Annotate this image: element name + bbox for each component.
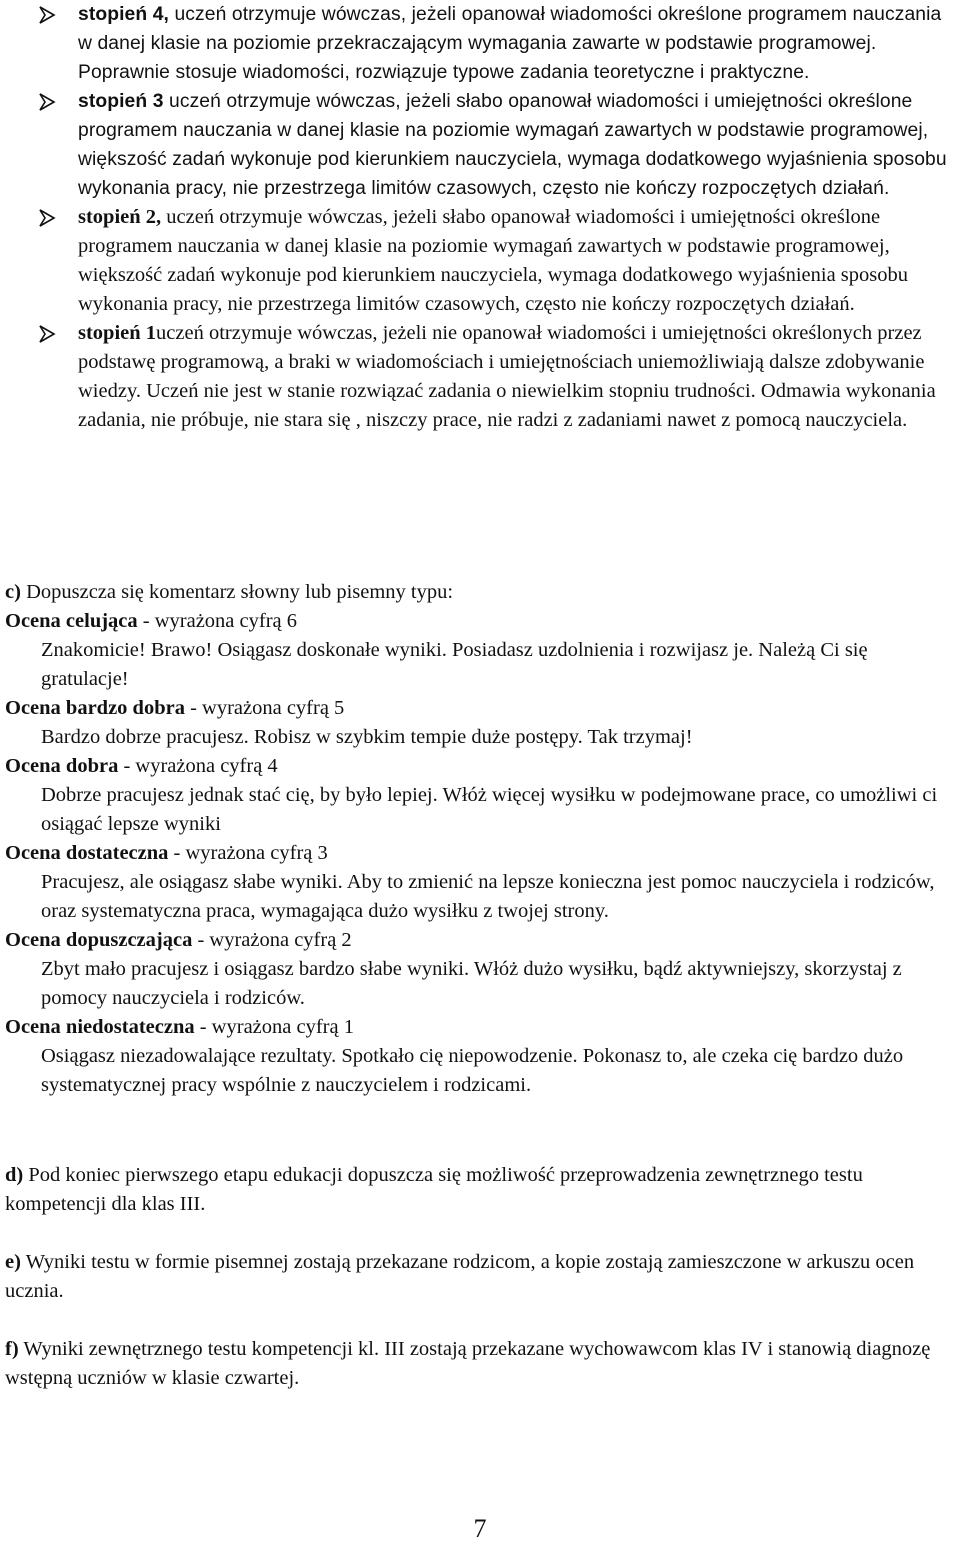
- grade-comment: Zbyt mało pracujesz i osiągasz bardzo słabe wyniki. Włóż dużo wysiłku, bądź aktywniejszy, skorzystaj z pomocy nauczyciela i rodziców.: [41, 958, 902, 1009]
- grade-label: stopień 3: [78, 91, 164, 112]
- grade-label: stopień 1: [78, 322, 157, 344]
- list-item: [38, 203, 958, 319]
- grade-digit: - wyrażona cyfrą 6: [137, 610, 297, 632]
- grade-heading: [5, 926, 955, 955]
- section-d: [5, 1161, 955, 1219]
- grade-digit: - wyrażona cyfrą 5: [184, 697, 345, 719]
- section-f: [5, 1335, 955, 1393]
- grade-description: uczeń otrzymuje wówczas, jeżeli słabo opanował wiadomości i umiejętności określone programem nauczania w danej klasie na poziomie wymagań zawartych w podstawie programowej, większość zadań wykonuje pod kierunkiem nauczyciela, wymaga dodatkowego wyjaśnienia sposobu wykonania pracy, nie przestrzega limitów czasowych, często nie kończy rozpoczętych działań.: [78, 206, 909, 315]
- grade-comment: Osiągasz niezadowalające rezultaty. Spotkało cię niepowodzenie. Pokonasz to, ale czeka cię bardzo dużo systematycznej pracy wspólnie z nauczycielem i rodzicami.: [41, 1045, 904, 1096]
- list-item: [38, 319, 958, 435]
- grade-heading: [5, 1013, 955, 1042]
- bullet-text: [78, 87, 958, 203]
- section-letter: d): [5, 1164, 24, 1186]
- grade-name: Ocena dobra: [5, 755, 119, 777]
- arrow-bullet-icon: [38, 325, 56, 343]
- section-letter: e): [5, 1251, 21, 1273]
- section-letter: c): [5, 581, 21, 603]
- grade-criteria-list: [38, 0, 958, 435]
- grade-name: Ocena bardzo dobra: [5, 697, 185, 719]
- list-item: [38, 0, 958, 87]
- grade-heading: [5, 839, 955, 868]
- bullet-text: [78, 0, 958, 87]
- section-letter: f): [5, 1338, 19, 1360]
- grade-comment: Bardzo dobrze pracujesz. Robisz w szybkim tempie duże postępy. Tak trzymaj!: [41, 726, 693, 748]
- grade-heading: [5, 607, 955, 636]
- list-item: [38, 87, 958, 203]
- grade-description: uczeń otrzymuje wówczas, jeżeli słabo opanował wiadomości i umiejętności określone programem nauczania w danej klasie na poziomie wymagań zawartych w podstawie programowej, większość zadań wykonuje pod kierunkiem nauczyciela, wymaga dodatkowego wyjaśnienia sposobu wykonania pracy, nie przestrzega limitów czasowych, często nie kończy rozpoczętych działań.: [78, 91, 947, 199]
- grade-digit: - wyrażona cyfrą 1: [194, 1016, 354, 1038]
- grade-name: Ocena niedostateczna: [5, 1016, 195, 1038]
- grade-comment: Znakomicie! Brawo! Osiągasz doskonałe wyniki. Posiadasz uzdolnienia i rozwijasz je. Należą Ci się gratulacje!: [41, 639, 868, 690]
- grade-digit: - wyrażona cyfrą 2: [192, 929, 352, 951]
- section-d-text: Pod koniec pierwszego etapu edukacji dopuszcza się możliwość przeprowadzenia zewnętrznego testu kompetencji dla klas III.: [5, 1164, 863, 1215]
- section-c-intro: [5, 578, 955, 607]
- grade-label: stopień 2,: [78, 206, 162, 228]
- grade-name: Ocena celująca: [5, 610, 138, 632]
- grade-name: Ocena dostateczna: [5, 842, 169, 864]
- section-f-text: Wyniki zewnętrznego testu kompetencji kl. III zostają przekazane wychowawcom klas IV i stanowią diagnozę wstępną uczniów w klasie czwartej.: [5, 1338, 931, 1389]
- grade-digit: - wyrażona cyfrą 4: [118, 755, 278, 777]
- arrow-bullet-icon: [38, 93, 56, 111]
- grade-name: Ocena dopuszczająca: [5, 929, 193, 951]
- grade-comment: Dobrze pracujesz jednak stać cię, by było lepiej. Włóż więcej wysiłku w podejmowane prace, co umożliwi ci osiągać lepsze wyniki: [41, 784, 938, 835]
- arrow-bullet-icon: [38, 209, 56, 227]
- bullet-text: [78, 203, 958, 319]
- grade-description: uczeń otrzymuje wówczas, jeżeli nie opanował wiadomości i umiejętności określonych przez podstawę programową, a braki w wiadomościach i umiejętnościach uniemożliwiają dalsze zdobywanie wiedzy. Uczeń nie jest w stanie rozwiązać zadania o niewielkim stopniu trudności. Odmawia wykonania zadania, nie próbuje, nie stara się , niszczy prace, nie radzi z zadaniami nawet z pomocą nauczyciela.: [78, 322, 936, 431]
- grade-description: uczeń otrzymuje wówczas, jeżeli opanował wiadomości określone programem nauczania w danej klasie na poziomie przekraczającym wymagania zawarte w podstawie programowej. Poprawnie stosuje wiadomości, rozwiązuje typowe zadania teoretyczne i praktyczne.: [78, 4, 942, 83]
- page-number: 7: [473, 1514, 487, 1543]
- section-e-text: Wyniki testu w formie pisemnej zostają przekazane rodzicom, a kopie zostają zamieszczone w arkuszu ocen ucznia.: [5, 1251, 915, 1302]
- grade-heading: [5, 694, 955, 723]
- grade-label: stopień 4,: [78, 4, 169, 25]
- section-c-intro-text: Dopuszcza się komentarz słowny lub pisemny typu:: [20, 581, 454, 603]
- grade-comment: Pracujesz, ale osiągasz słabe wyniki. Aby to zmienić na lepsze konieczna jest pomoc nauczyciela i rodziców, oraz systematyczna praca, wymagająca dużo wysiłku z twojej strony.: [41, 871, 935, 922]
- bullet-text: [78, 319, 958, 435]
- section-c: [5, 578, 955, 1100]
- grade-digit: - wyrażona cyfrą 3: [168, 842, 328, 864]
- section-e: [5, 1248, 955, 1306]
- grade-heading: [5, 752, 955, 781]
- arrow-bullet-icon: [38, 6, 56, 24]
